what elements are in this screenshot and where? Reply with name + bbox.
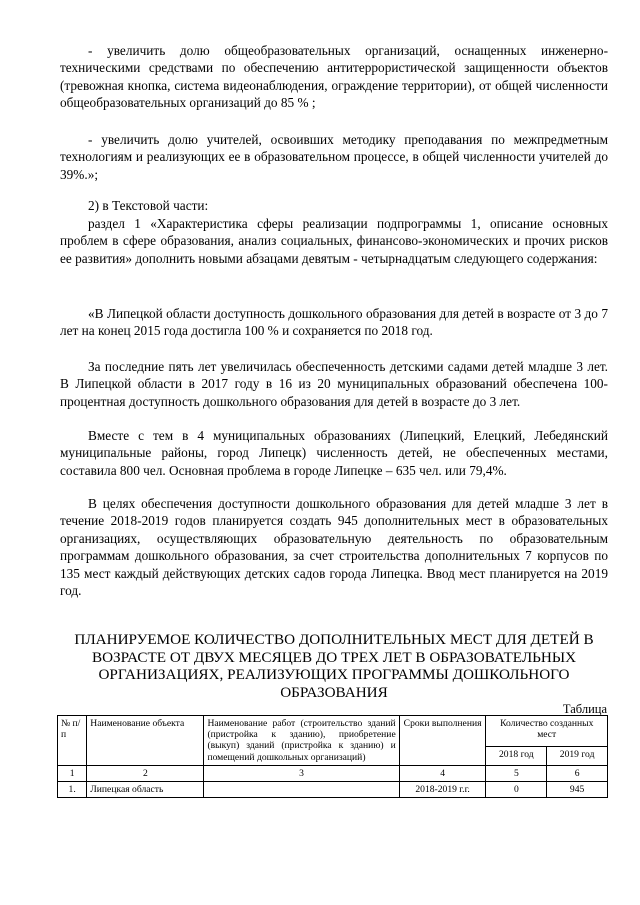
table-row xyxy=(58,782,608,798)
header-works: Наименование работ (строительство зданий (пристройка к зданию), приобретение (выкуп) зданий (пристройка к зданию) и помещений дошкольных организаций) xyxy=(204,716,399,766)
header-2019: 2019 год xyxy=(547,747,608,766)
header-object: Наименование объекта xyxy=(87,716,204,766)
row-num: 1. xyxy=(58,782,87,798)
paragraph-last-five-years: За последние пять лет увеличилась обеспеченность детскими садами детей младше 3 лет. В Липецкой области в 2017 году в 16 из 20 муниципальных образований обеспечена 100-процентная доступность дошкольного образования для детей в возрасте до 3 лет. xyxy=(60,359,608,409)
table-heading: ПЛАНИРУЕМОЕ КОЛИЧЕСТВО ДОПОЛНИТЕЛЬНЫХ МЕСТ ДЛЯ ДЕТЕЙ В ВОЗРАСТЕ ОТ ДВУХ МЕСЯЦЕВ ДО ТРЕХ ЛЕТ В ОБРАЗОВАТЕЛЬНЫХ ОРГАНИЗАЦИЯХ, РЕАЛИЗУЮЩИХ ПРОГРАММЫ ДОШКОЛЬНОГО ОБРАЗОВАНИЯ xyxy=(74,631,594,701)
table-index-row xyxy=(58,765,608,781)
row-2018: 0 xyxy=(486,782,547,798)
row-2019: 945 xyxy=(547,782,608,798)
places-table xyxy=(57,715,608,798)
header-num: № п/п xyxy=(58,716,87,766)
row-works xyxy=(204,782,399,798)
paragraph-availability: «В Липецкой области доступность дошкольного образования для детей в возрасте от 3 до 7 лет на конец 2015 года достигла 100 % и сохраняется по 2018 год. xyxy=(60,306,608,339)
header-qty: Количество созданных мест xyxy=(486,716,608,747)
table-caption: Таблица xyxy=(562,702,607,716)
row-terms: 2018-2019 г.г. xyxy=(399,782,486,798)
index-cell: 3 xyxy=(204,765,399,781)
paragraph-new-places: В целях обеспечения доступности дошкольного образования для детей младше 3 лет в течение 2018-2019 годов планируется создать 945 дополнительных мест в образовательных организациях, осуществляющих образовательную деятельность по образовательным программам дошкольного образования, за счет строительства дополнительных 7 корпусов по 135 мест каждый действующих детских садов города Липецка. Ввод мест планируется на 2019 год. xyxy=(60,496,608,599)
paragraph-municipalities: Вместе с тем в 4 муниципальных образованиях (Липецкий, Елецкий, Лебедянский муниципальные районы, город Липецк) численность детей, не обеспеченных местами, составила 800 чел. Основная проблема в городе Липецке – 635 чел. или 79,4%. xyxy=(60,428,608,478)
paragraph-antiterror: - увеличить долю общеобразовательных организаций, оснащенных инженерно-техническими средствами по обеспечению антитеррористической защищенности объектов (тревожная кнопка, система видеонаблюдения, ограждение территории), от общей численности общеобразовательных организаций до 85 % ; xyxy=(60,43,608,111)
table-header-row xyxy=(58,716,608,747)
index-cell: 5 xyxy=(486,765,547,781)
index-cell: 1 xyxy=(58,765,87,781)
index-cell: 6 xyxy=(547,765,608,781)
index-cell: 4 xyxy=(399,765,486,781)
row-object: Липецкая область xyxy=(87,782,204,798)
paragraph-text-part: 2) в Текстовой части: xyxy=(88,198,209,213)
paragraph-section-1: раздел 1 «Характеристика сферы реализации подпрограммы 1, описание основных проблем в сфере образования, анализ социальных, финансово-экономических и прочих рисков ее развития» дополнить новыми абзацами девятым - четырнадцатым следующего содержания: xyxy=(60,216,608,266)
paragraph-teachers: - увеличить долю учителей, освоивших методику преподавания по межпредметным технологиям и реализующих ее в образовательном процессе, в общей численности учителей до 39%.»; xyxy=(60,132,608,182)
header-2018: 2018 год xyxy=(486,747,547,766)
index-cell: 2 xyxy=(87,765,204,781)
header-terms: Сроки выполнения xyxy=(399,716,486,766)
